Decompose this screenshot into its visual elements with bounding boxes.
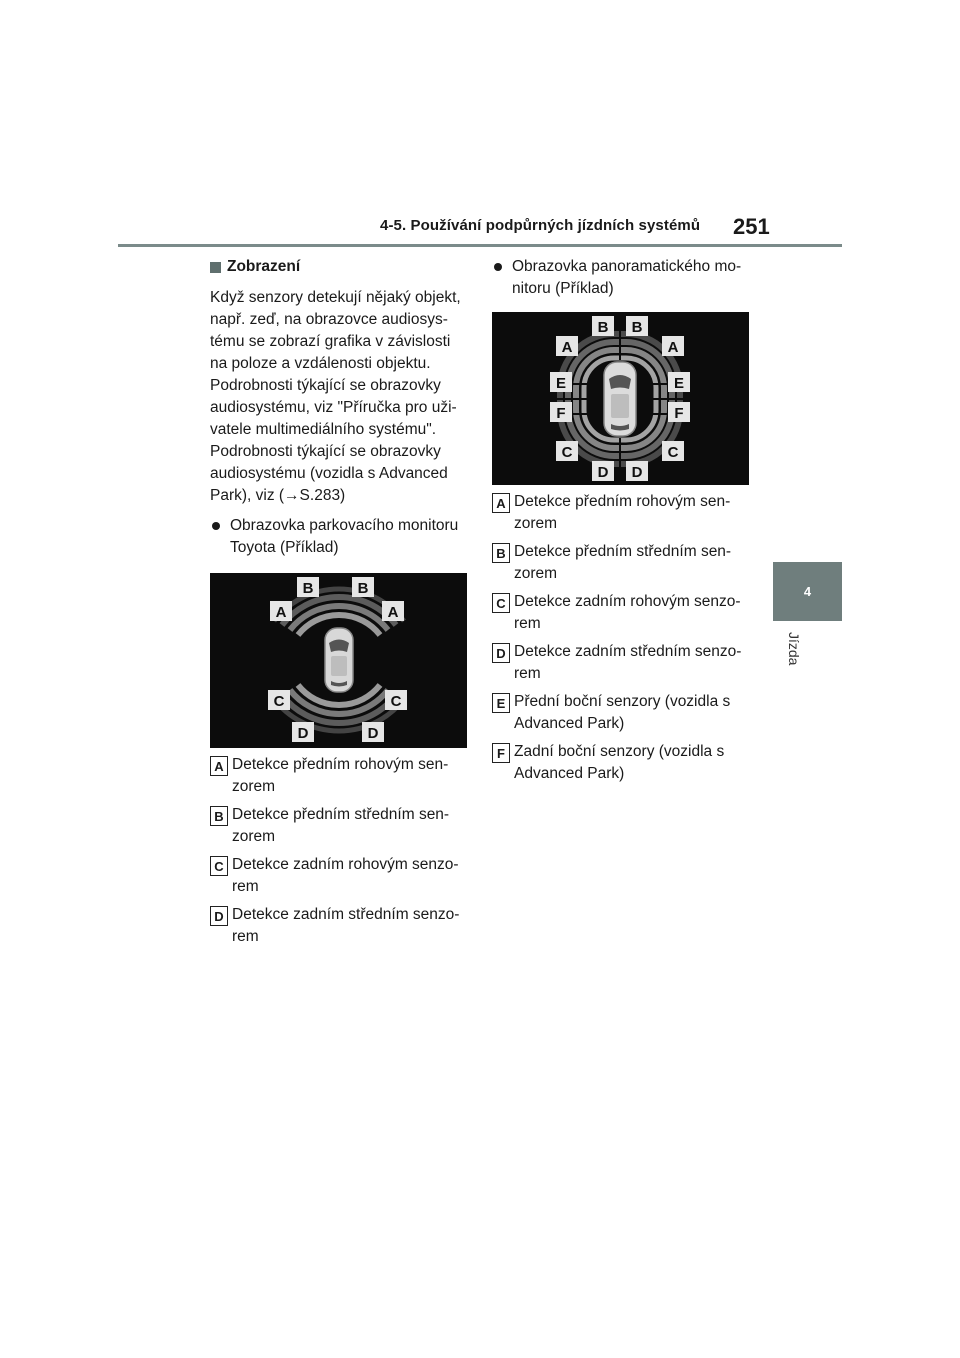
intro-paragraph: Když senzory detekují nějaký objekt, např. zeď, na obrazovce audiosys-tému se zobrazí grafika v závislosti na poloze a vzdálenosti objektu. Podrobnosti týkající se obrazovky audiosystému, viz "Příručka pro uži-vatele multimediálního systému". Podrobnosti týkající se obrazovky audiosystému (vozidla s Advanced Park), viz (→S.283) bbox=[210, 289, 461, 504]
legend-item bbox=[492, 591, 754, 635]
legend-item bbox=[210, 804, 470, 848]
svg-text:B: B bbox=[357, 580, 369, 597]
left-column bbox=[210, 256, 470, 954]
svg-text:E: E bbox=[555, 375, 567, 392]
bullet-text: Obrazovka parkovacího monitoru Toyota (Příklad) bbox=[230, 517, 459, 556]
chapter-name: Jízda bbox=[786, 632, 802, 666]
svg-text:C: C bbox=[273, 693, 285, 710]
svg-text:A: A bbox=[561, 339, 573, 356]
legend-text: Přední boční senzory (vozidla s Advanced Park) bbox=[514, 693, 731, 732]
left-legend bbox=[210, 754, 470, 948]
bullet-item bbox=[210, 515, 470, 559]
legend-text: Detekce předním rohovým sen-zorem bbox=[514, 493, 731, 532]
right-legend bbox=[492, 491, 754, 785]
chapter-number: 4 bbox=[803, 584, 812, 599]
svg-text:D: D bbox=[297, 725, 309, 742]
svg-text:A: A bbox=[275, 604, 287, 621]
svg-text:F: F bbox=[674, 405, 684, 422]
bullet-dot-icon bbox=[494, 263, 502, 271]
bullet-text: Obrazovka panoramatického mo-nitoru (Příklad) bbox=[512, 258, 742, 297]
heading-text: Zobrazení bbox=[227, 258, 301, 275]
legend-text: Detekce zadním středním senzo-rem bbox=[514, 643, 742, 682]
legend-text: Detekce předním rohovým sen-zorem bbox=[232, 756, 449, 795]
svg-text:B: B bbox=[631, 319, 643, 336]
svg-text:D: D bbox=[367, 725, 379, 742]
car-icon bbox=[604, 362, 636, 436]
square-bullet-icon bbox=[210, 262, 221, 273]
car-icon bbox=[325, 628, 353, 692]
legend-key: D bbox=[492, 643, 510, 663]
svg-text:B: B bbox=[302, 580, 314, 597]
legend-item bbox=[492, 741, 754, 785]
legend-item bbox=[492, 641, 754, 685]
svg-text:E: E bbox=[673, 375, 685, 392]
legend-text: Detekce zadním rohovým senzo-rem bbox=[514, 593, 741, 632]
svg-text:A: A bbox=[667, 339, 679, 356]
svg-text:C: C bbox=[390, 693, 402, 710]
page-number: 251 bbox=[733, 214, 770, 239]
section-heading bbox=[210, 256, 470, 278]
legend-text: Detekce předním středním sen-zorem bbox=[232, 806, 450, 845]
legend-item bbox=[492, 541, 754, 585]
legend-key: B bbox=[492, 543, 510, 563]
legend-text: Zadní boční senzory (vozidla s Advanced Park) bbox=[514, 743, 725, 782]
svg-text:D: D bbox=[597, 464, 609, 481]
legend-key: D bbox=[210, 906, 228, 926]
legend-item bbox=[492, 691, 754, 735]
svg-text:D: D bbox=[631, 464, 643, 481]
panoramic-monitor-figure bbox=[492, 312, 749, 485]
legend-key: C bbox=[492, 593, 510, 613]
legend-text: Detekce zadním středním senzo-rem bbox=[232, 906, 460, 945]
svg-text:C: C bbox=[667, 444, 679, 461]
legend-key: A bbox=[210, 756, 228, 776]
legend-item bbox=[210, 754, 470, 798]
legend-item bbox=[210, 904, 470, 948]
right-column bbox=[492, 256, 754, 791]
legend-key: B bbox=[210, 806, 228, 826]
parking-monitor-figure bbox=[210, 573, 467, 748]
legend-key: A bbox=[492, 493, 510, 513]
legend-key: C bbox=[210, 856, 228, 876]
legend-item bbox=[210, 854, 470, 898]
legend-text: Detekce předním středním sen-zorem bbox=[514, 543, 732, 582]
legend-text: Detekce zadním rohovým senzo-rem bbox=[232, 856, 459, 895]
chapter-tab[interactable] bbox=[773, 562, 842, 621]
bullet-item bbox=[492, 256, 754, 300]
svg-text:F: F bbox=[556, 405, 566, 422]
svg-text:B: B bbox=[597, 319, 609, 336]
header-rule bbox=[118, 244, 842, 247]
svg-text:C: C bbox=[561, 444, 573, 461]
section-title: 4-5. Používání podpůrných jízdních systémů bbox=[380, 217, 701, 234]
bullet-dot-icon bbox=[212, 522, 220, 530]
svg-text:A: A bbox=[387, 604, 399, 621]
legend-key: F bbox=[492, 743, 510, 763]
legend-key: E bbox=[492, 693, 510, 713]
legend-item bbox=[492, 491, 754, 535]
